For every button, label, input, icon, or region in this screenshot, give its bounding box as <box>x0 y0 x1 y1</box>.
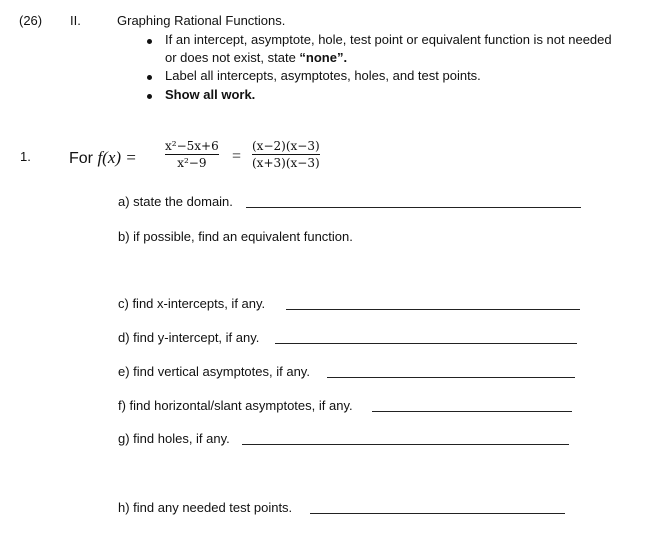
fraction-original <box>165 138 219 171</box>
instruction-1-line2: or does not exist, state “none”. <box>165 50 348 65</box>
fraction-original-numerator: x²−5x+6 <box>165 139 219 153</box>
question-number: 1. <box>20 149 31 164</box>
part-g-label: g) find holes, if any. <box>118 431 230 446</box>
instruction-3: Show all work. <box>165 87 256 102</box>
part-d-answer-line[interactable] <box>275 343 577 344</box>
part-c-answer-line[interactable] <box>286 309 580 310</box>
part-h-answer-line[interactable] <box>310 513 565 514</box>
bullet-icon <box>147 94 152 99</box>
part-b-label: b) if possible, find an equivalent function. <box>118 229 353 244</box>
fraction-factored <box>252 138 320 171</box>
problem-number: (26) <box>19 13 43 28</box>
bullet-icon <box>147 39 152 44</box>
instruction-1-emphasis: “none”. <box>299 50 348 65</box>
instruction-1-line1: If an intercept, asymptote, hole, test point or equivalent function is not needed <box>165 32 612 47</box>
instruction-2: Label all intercepts, asymptotes, holes, and test points. <box>165 68 481 83</box>
part-c-label: c) find x-intercepts, if any. <box>118 296 266 311</box>
part-e-label: e) find vertical asymptotes, if any. <box>118 364 310 379</box>
bullet-icon <box>147 75 152 80</box>
fraction-original-denominator: x²−9 <box>177 156 207 170</box>
part-f-label: f) find horizontal/slant asymptotes, if any. <box>118 398 353 413</box>
part-d-label: d) find y-intercept, if any. <box>118 330 260 345</box>
fraction-factored-denominator: (x+3)(x−3) <box>252 156 320 170</box>
function-lead-text: For <box>69 150 98 167</box>
equals-sign: = <box>232 148 242 165</box>
fraction-factored-numerator: (x−2)(x−3) <box>252 139 320 153</box>
part-h-label: h) find any needed test points. <box>118 500 293 515</box>
section-number: II. <box>70 13 81 28</box>
part-e-answer-line[interactable] <box>327 377 575 378</box>
section-title: Graphing Rational Functions. <box>117 13 286 28</box>
part-g-answer-line[interactable] <box>242 444 569 445</box>
function-name: f(x) = <box>97 148 137 167</box>
part-f-answer-line[interactable] <box>372 411 572 412</box>
function-lead <box>69 148 137 168</box>
part-a-label: a) state the domain. <box>118 194 233 209</box>
part-a-answer-line[interactable] <box>246 207 581 208</box>
